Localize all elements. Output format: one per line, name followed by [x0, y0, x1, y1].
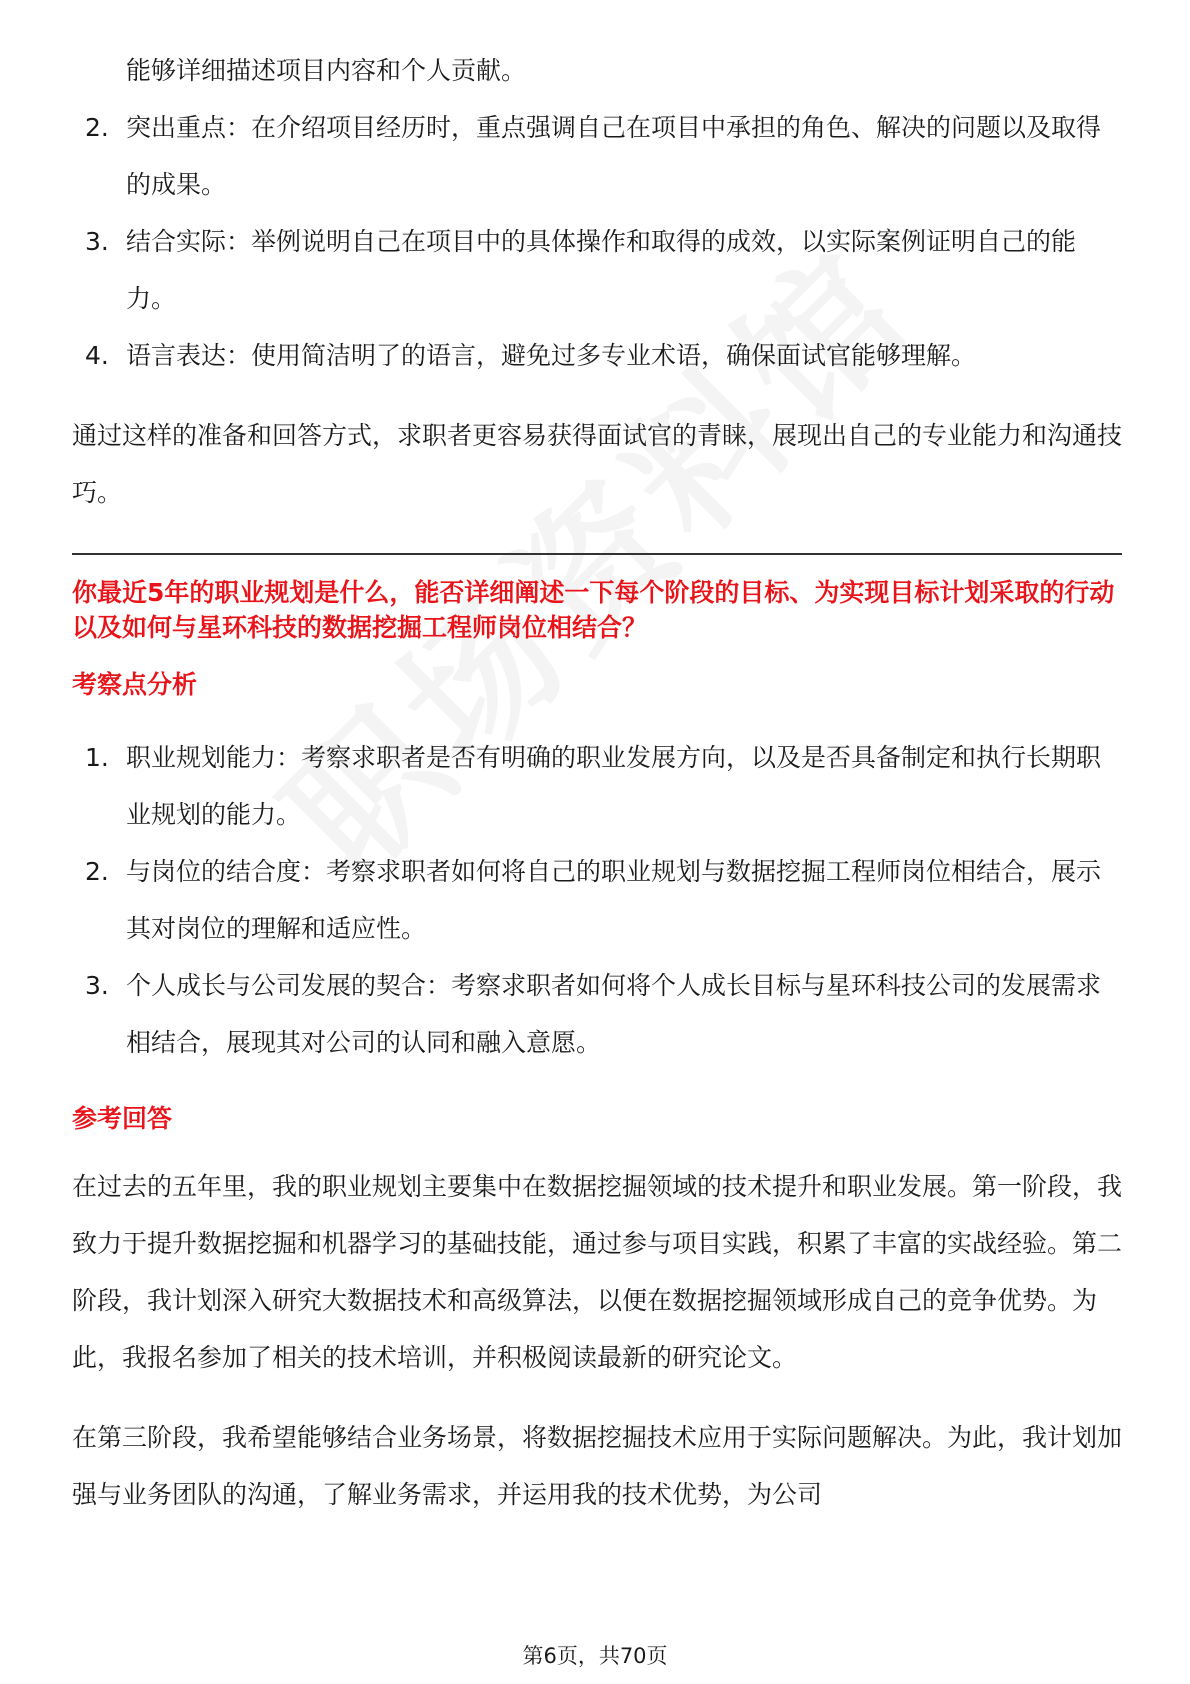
list-item	[72, 957, 1122, 1071]
list-number: 3.	[85, 227, 109, 256]
list-number: 4.	[85, 341, 109, 370]
list-item	[72, 327, 1122, 384]
list-item-label: 职业规划能力：	[126, 743, 302, 772]
closing-paragraph: 通过这样的准备和回答方式，求职者更容易获得面试官的青睐，展现出自己的专业能力和沟通技巧。	[72, 421, 1123, 507]
list-number: 2.	[85, 113, 109, 142]
list-item	[72, 99, 1122, 213]
page-number-footer: 第6页，共70页	[522, 1644, 668, 1668]
list-number: 1.	[85, 743, 109, 772]
interview-question: 你最近5年的职业规划是什么，能否详细阐述一下每个阶段的目标、为实现目标计划采取的行动以及如何与星环科技的数据挖掘工程师岗位相结合？	[72, 578, 1115, 642]
list-item	[72, 213, 1122, 327]
list-item-text: 在介绍项目经历时，重点强调自己在项目中承担的角色、解决的问题以及取得的成果。	[126, 113, 1102, 199]
list-item-text: 举例说明自己在项目中的具体操作和取得的成效，以实际案例证明自己的能力。	[126, 227, 1077, 313]
analysis-list	[72, 729, 1122, 1071]
list-item-text: 考察求职者如何将个人成长目标与星环科技公司的发展需求相结合，展现其对公司的认同和融入意愿。	[126, 971, 1102, 1057]
list-item	[72, 843, 1122, 957]
answer-paragraph: 在第三阶段，我希望能够结合业务场景，将数据挖掘技术应用于实际问题解决。为此，我计划加强与业务团队的沟通，了解业务需求，并运用我的技术优势，为公司	[72, 1423, 1123, 1509]
analysis-heading: 考察点分析	[72, 670, 198, 699]
list-item-text: 使用简洁明了的语言，避免过多专业术语，确保面试官能够理解。	[251, 341, 977, 370]
list-item-continuation: 能够详细描述项目内容和个人贡献。	[126, 56, 527, 85]
list-item-label: 突出重点：	[126, 113, 252, 142]
answer-paragraph: 在过去的五年里，我的职业规划主要集中在数据挖掘领域的技术提升和职业发展。第一阶段，我致力于提升数据挖掘和机器学习的基础技能，通过参与项目实践，积累了丰富的实战经验。第二阶段，我计划深入研究大数据技术和高级算法，以便在数据挖掘领域形成自己的竞争优势。为此，我报名参加了相关的技术培训，并积极阅读最新的研究论文。	[72, 1172, 1123, 1372]
page-content	[72, 42, 1122, 1523]
list-item	[72, 729, 1122, 843]
list-number: 2.	[85, 857, 109, 886]
list-item-label: 个人成长与公司发展的契合：	[126, 971, 452, 1000]
tips-list	[72, 99, 1122, 384]
list-item-label: 结合实际：	[126, 227, 252, 256]
list-item-text: 考察求职者是否有明确的职业发展方向，以及是否具备制定和执行长期职业规划的能力。	[126, 743, 1102, 829]
list-number: 3.	[85, 971, 109, 1000]
section-divider	[72, 553, 1122, 555]
list-item-text: 考察求职者如何将自己的职业规划与数据挖掘工程师岗位相结合，展示其对岗位的理解和适应性。	[126, 857, 1102, 943]
list-item-label: 与岗位的结合度：	[126, 857, 327, 886]
list-item-label: 语言表达：	[126, 341, 252, 370]
answer-heading: 参考回答	[72, 1104, 173, 1133]
